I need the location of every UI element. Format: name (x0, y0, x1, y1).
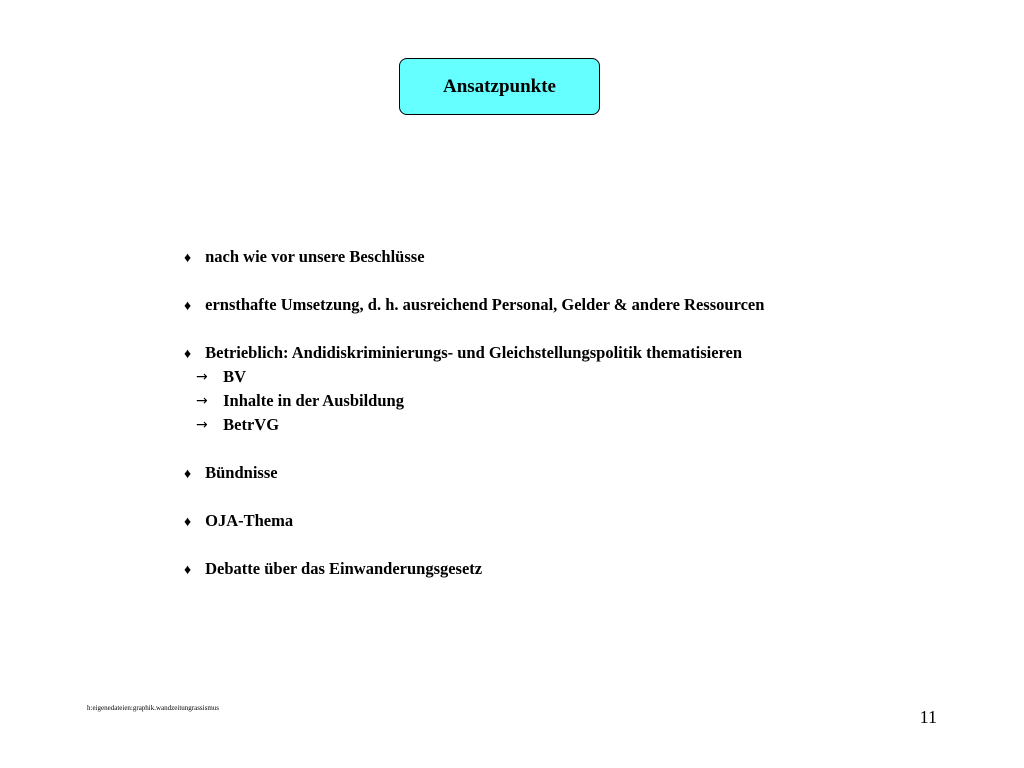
diamond-bullet-icon: ♦ (184, 563, 192, 578)
right-arrow-icon: → (196, 393, 208, 409)
bullet-item-6 (184, 557, 964, 581)
title-box (399, 58, 600, 115)
diamond-bullet-icon: ♦ (184, 251, 192, 266)
spacer (184, 269, 964, 293)
diamond-bullet-icon: ♦ (184, 347, 192, 362)
bullet-text-1: nach wie vor unsere Beschlüsse (205, 247, 425, 266)
bullet-text-5: OJA-Thema (205, 511, 294, 530)
sub-item-text-betrvg: BetrVG (223, 415, 280, 434)
bullet-text-4: Bündnisse (205, 463, 278, 482)
right-arrow-icon: → (196, 369, 208, 385)
slide-title: Ansatzpunkte (443, 76, 556, 97)
bullet-list (184, 245, 964, 581)
spacer (184, 485, 964, 509)
bullet-text-3: Betrieblich: Andidiskriminierungs- und Gleichstellungspolitik thematisieren (205, 343, 743, 362)
spacer (184, 437, 964, 461)
spacer (184, 533, 964, 557)
right-arrow-icon: → (196, 417, 208, 433)
spacer (184, 317, 964, 341)
diamond-bullet-icon: ♦ (184, 299, 192, 314)
sub-item-inhalte (184, 389, 964, 413)
sub-item-text-inhalte: Inhalte in der Ausbildung (223, 391, 404, 410)
bullet-item-4 (184, 461, 964, 485)
page-number: 11 (919, 707, 937, 727)
bullet-item-2 (184, 293, 964, 317)
sub-item-betrvg (184, 413, 964, 437)
bullet-text-6: Debatte über das Einwanderungsgesetz (205, 559, 483, 578)
bullet-item-5 (184, 509, 964, 533)
sub-item-text-bv: BV (223, 367, 247, 386)
diamond-bullet-icon: ♦ (184, 515, 192, 530)
bullet-text-2: ernsthafte Umsetzung, d. h. ausreichend Personal, Gelder & andere Ressourcen (205, 295, 765, 314)
diamond-bullet-icon: ♦ (184, 467, 192, 482)
bullet-item-3 (184, 341, 964, 365)
footer-file-path: h:eigenedateien:graphik.wandzeitungrassismus (87, 704, 219, 712)
sub-item-bv (184, 365, 964, 389)
bullet-item-1 (184, 245, 964, 269)
